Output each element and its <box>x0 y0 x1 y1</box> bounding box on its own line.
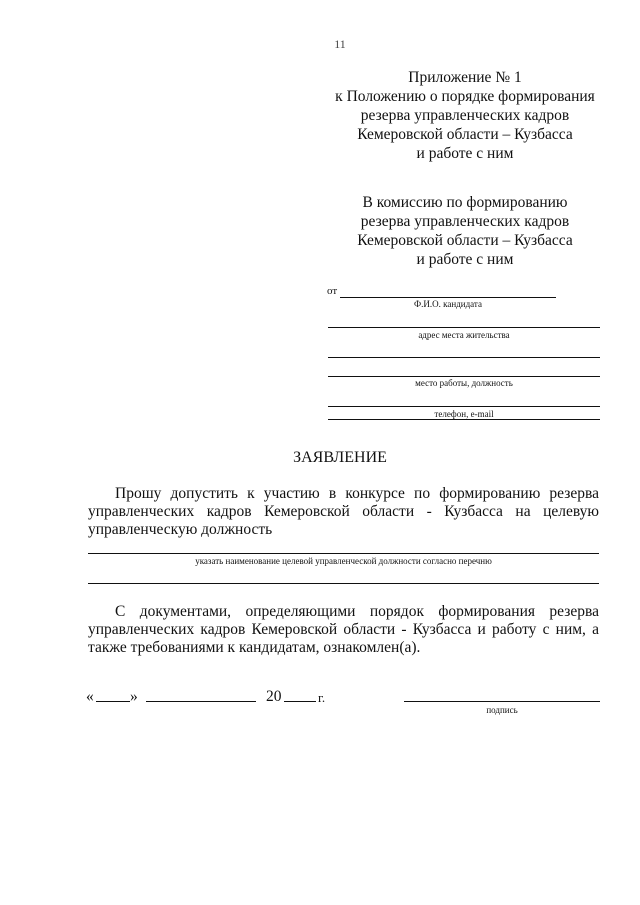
ack-line-2: управленческих кадров Кемеровской области - Кузбасса и работу с ним, а <box>88 621 599 638</box>
request-line-2: управленческих кадров Кемеровской области - Кузбасса на целевую <box>88 503 599 520</box>
appendix-line: к Положению о порядке формирования <box>335 88 595 105</box>
month-line <box>146 701 256 702</box>
appendix-line: резерва управленческих кадров <box>360 107 570 124</box>
signature-line <box>404 701 600 702</box>
addressee-block <box>330 193 600 269</box>
work-line <box>328 376 600 377</box>
ack-line-1: С документами, определяющими порядок формирования резерва <box>115 603 599 620</box>
address-line-2 <box>328 357 600 358</box>
request-line-1: Прошу допустить к участию в конкурсе по формированию резерва <box>115 485 599 502</box>
addressee-line: В комиссию по формированию <box>362 194 568 211</box>
from-label: от <box>327 285 338 297</box>
page-number: 11 <box>334 37 346 51</box>
addressee-line: резерва управленческих кадров <box>360 213 570 230</box>
appendix-block <box>330 68 600 163</box>
position-caption: указать наименование целевой управленческой должности согласно перечню <box>195 556 492 566</box>
phone-caption: телефон, e-mail <box>434 409 494 419</box>
year-prefix: 20 <box>266 688 282 705</box>
document-title: ЗАЯВЛЕНИЕ <box>293 449 387 466</box>
appendix-line: Приложение № 1 <box>408 69 522 86</box>
address-line <box>328 327 600 328</box>
appendix-line: и работе с ним <box>416 145 514 162</box>
date-open-quote: « <box>86 688 94 705</box>
position-line-2 <box>88 583 599 584</box>
day-line <box>96 701 130 702</box>
fio-line <box>340 297 556 298</box>
work-line-2 <box>328 406 600 407</box>
address-caption: адрес места жительства <box>418 330 510 340</box>
signature-caption: подпись <box>486 705 518 715</box>
appendix-line: Кемеровской области – Кузбасса <box>357 126 573 143</box>
year-line <box>284 701 316 702</box>
work-caption: место работы, должность <box>415 378 513 388</box>
ack-line-3: также требованиями к кандидатам, ознакомлен(а). <box>88 639 421 656</box>
year-suffix: г. <box>318 690 326 705</box>
phone-line <box>328 419 600 420</box>
request-line-3: управленческую должность <box>88 521 273 538</box>
position-line <box>88 553 599 554</box>
fio-caption: Ф.И.О. кандидата <box>414 299 482 309</box>
addressee-line: и работе с ним <box>416 251 514 268</box>
date-close-quote: » <box>130 688 138 705</box>
addressee-line: Кемеровской области – Кузбасса <box>357 232 573 249</box>
